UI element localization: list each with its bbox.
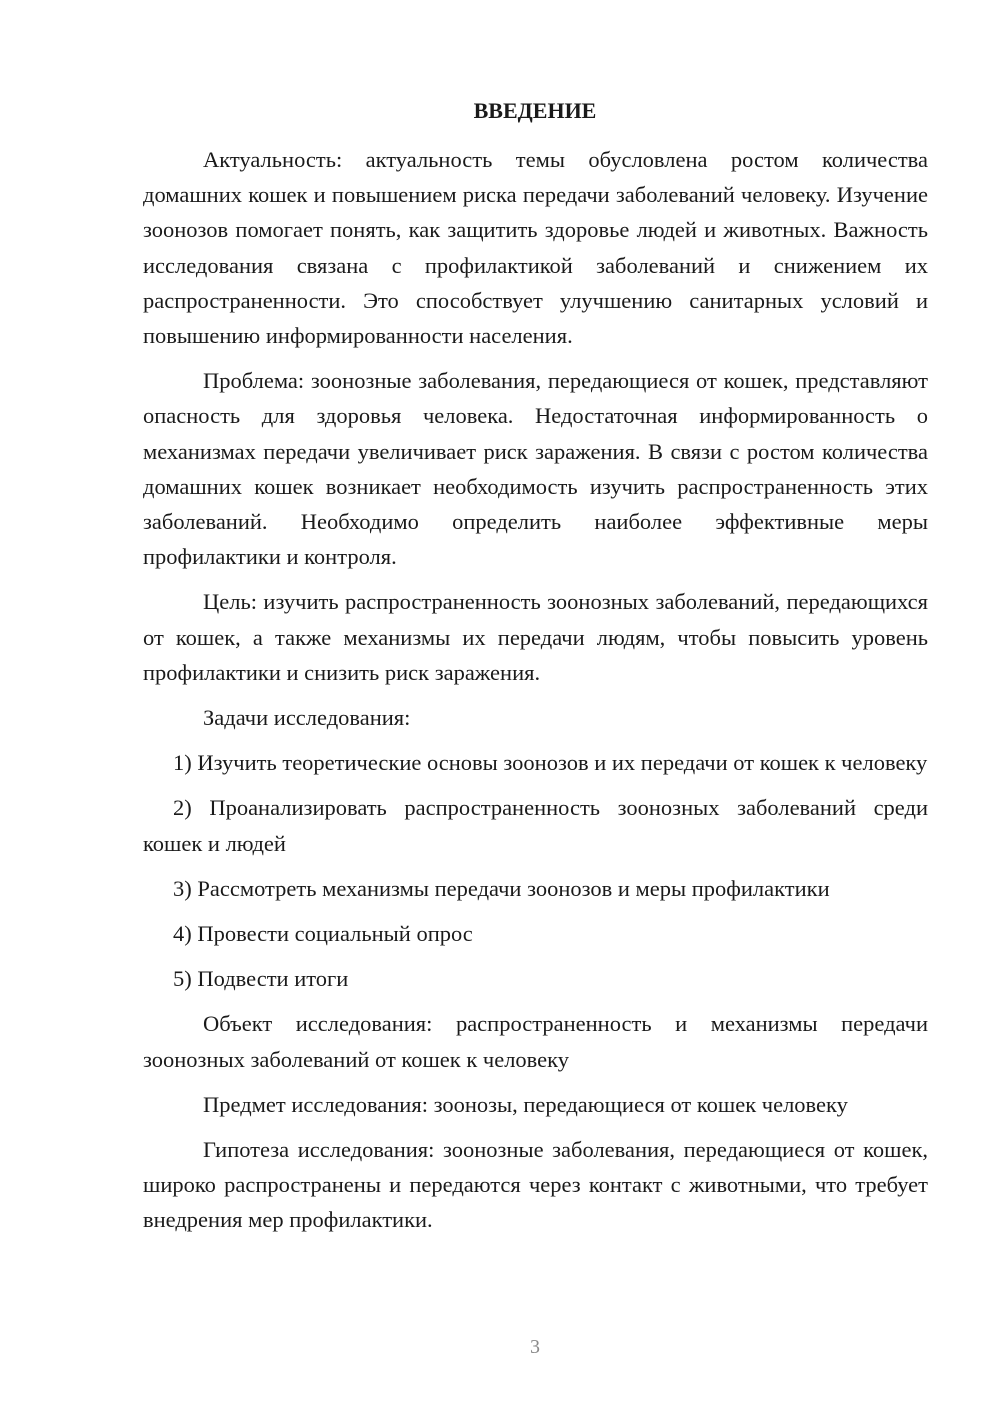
page-title: ВВЕДЕНИЕ (473, 98, 597, 123)
tasks-heading: Задачи исследования: (203, 705, 411, 731)
page-number: 3 (530, 1336, 540, 1358)
object-paragraph: Объект исследования: распространенность и механизмы передачи зоонозных заболеваний от кошек к человеку (143, 1011, 928, 1072)
list-item: 4) Провести социальный опрос (173, 921, 473, 947)
goal-paragraph: Цель: изучить распространенность зоонозных заболеваний, передающихся от кошек, а также механизмы их передачи людям, чтобы повысить уровень профилактики и снизить риск заражения. (143, 589, 928, 685)
list-item: 5) Подвести итоги (173, 966, 349, 992)
list-item: 1) Изучить теоретические основы зоонозов и их передачи от кошек к человеку (173, 750, 928, 776)
list-item: 2) Проанализировать распространенность зоонозных заболеваний среди кошек и людей (143, 795, 928, 856)
document-body (143, 142, 928, 1248)
subject-paragraph: Предмет исследования: зоонозы, передающиеся от кошек человеку (203, 1091, 848, 1117)
problem-paragraph: Проблема: зоонозные заболевания, передающиеся от кошек, представляют опасность для здоровья человека. Недостаточная информированность о механизмах передачи увеличивает риск заражения. В связи с ростом количества домашних кошек возникает необходимость изучить распространенность этих заболеваний. Необходимо определить наиболее эффективные меры профилактики и контроля. (143, 368, 928, 570)
relevance-paragraph: Актуальность: актуальность темы обусловлена ростом количества домашних кошек и повышением риска передачи заболеваний человеку. Изучение зоонозов помогает понять, как защитить здоровье людей и животных. Важность исследования связана с профилактикой заболеваний и снижением их распространенности. Это способствует улучшению санитарных условий и повышению информированности населения. (143, 147, 928, 349)
tasks-list (143, 745, 928, 996)
hypothesis-paragraph: Гипотеза исследования: зоонозные заболевания, передающиеся от кошек, широко распространены и передаются через контакт с животными, что требует внедрения мер профилактики. (143, 1137, 928, 1233)
list-item: 3) Рассмотреть механизмы передачи зоонозов и меры профилактики (173, 875, 830, 901)
